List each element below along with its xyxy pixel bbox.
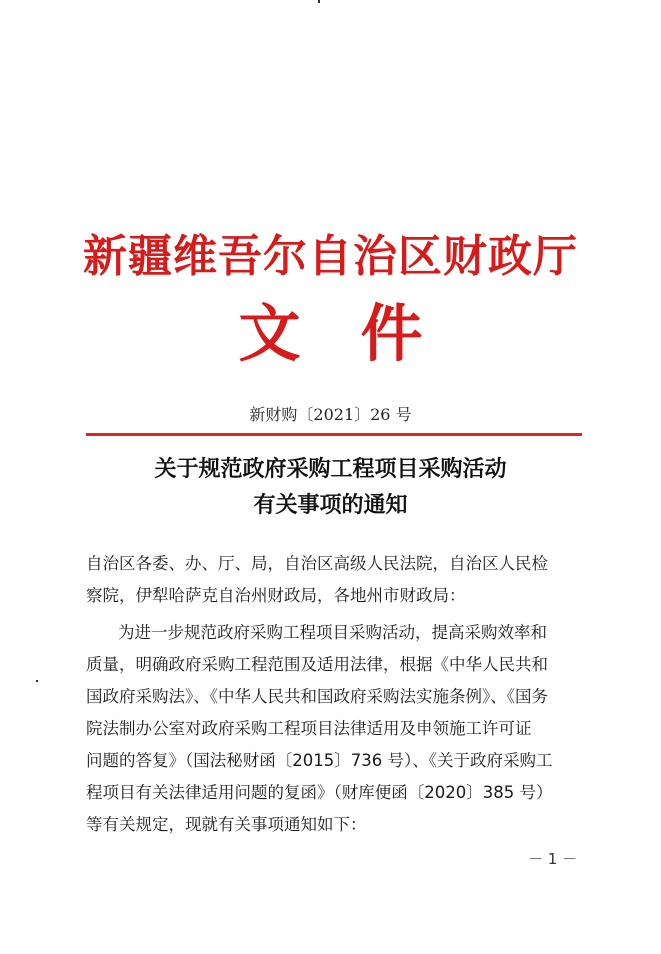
scan-mark-left <box>36 680 38 682</box>
issuer-name: 新疆维吾尔自治区财政厅 <box>83 231 578 282</box>
scan-mark-top <box>318 0 320 3</box>
body-line-5: 问题的答复》（国法秘财函〔2015〕736 号）、《关于政府采购工 <box>86 751 553 770</box>
addressee-line-1: 自治区各委、办、厅、局，自治区高级人民法院，自治区人民检 <box>86 554 548 573</box>
body-line-7: 等有关规定，现就有关事项通知如下： <box>86 815 367 834</box>
page-number: － 1 － <box>528 850 578 868</box>
body-line-6: 程项目有关法律适用问题的复函》（财库便函〔2020〕385 号） <box>86 783 553 802</box>
body-line-3: 国政府采购法》、《中华人民共和国政府采购法实施条例》、《国务 <box>86 687 548 706</box>
addressee-line-2: 察院，伊犁哈萨克自治州财政局，各地州市财政局： <box>86 586 466 605</box>
notice-title-line-1: 关于规范政府采购工程项目采购活动 <box>154 456 507 482</box>
body-line-1: 为进一步规范政府采购工程项目采购活动，提高采购效率和 <box>118 623 547 642</box>
document-number: 新财购〔2021〕26 号 <box>249 405 412 424</box>
red-divider-rule <box>86 433 582 436</box>
body-line-2: 质量，明确政府采购工程范围及适用法律，根据《中华人民共和 <box>86 655 548 674</box>
document-word: 文件 <box>238 297 483 370</box>
body-line-4: 院法制办公室对政府采购工程项目法律适用及申领施工许可证 <box>86 719 532 738</box>
notice-title-line-2: 有关事项的通知 <box>253 492 408 518</box>
